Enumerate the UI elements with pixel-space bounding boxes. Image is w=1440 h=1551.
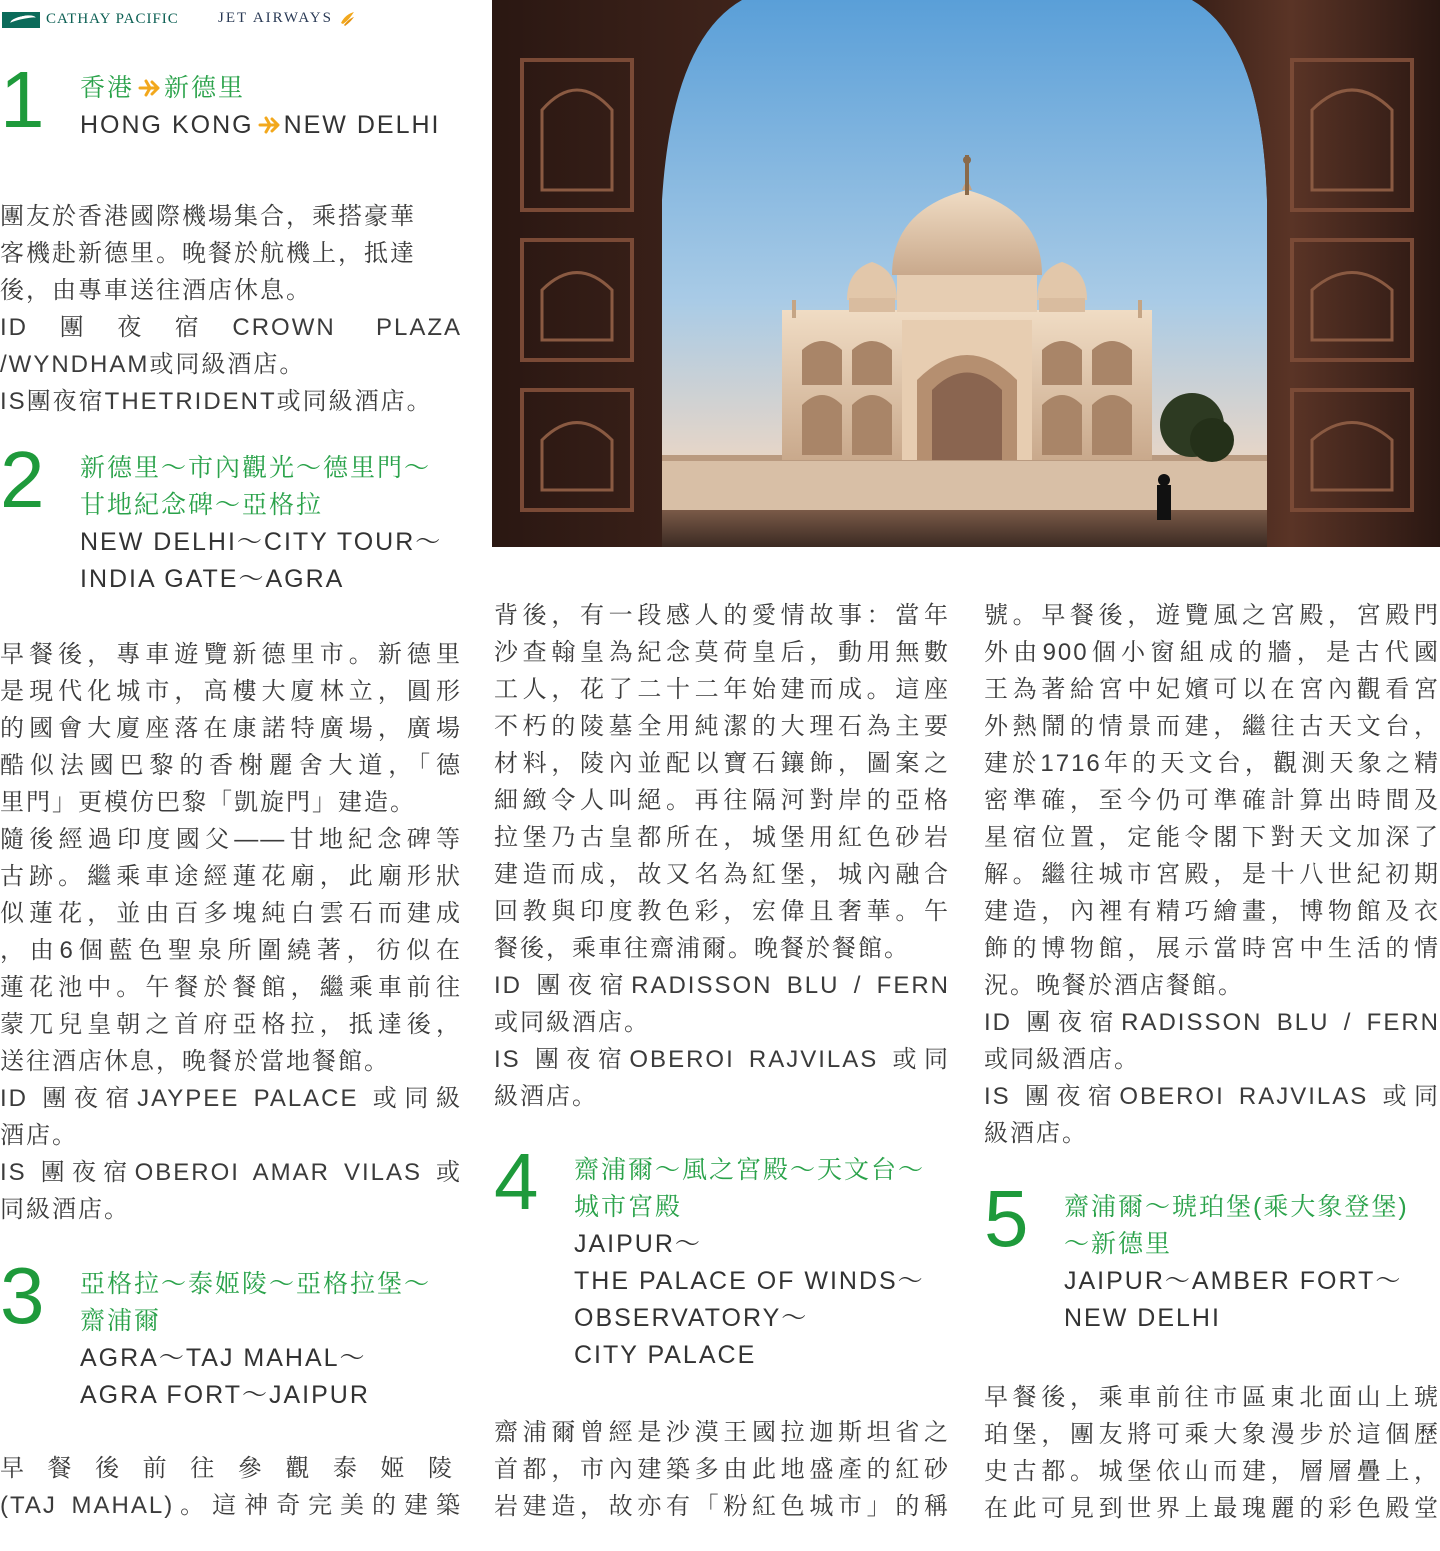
text-line: 或同級酒店。 <box>494 1009 650 1036</box>
text-line: 王為著給宮中妃嬪可以在宮內觀看宮 <box>984 676 1440 703</box>
jet-airways-name: JET AIRWAYS <box>218 10 333 26</box>
cathay-pacific-logo <box>2 11 179 28</box>
day-5-description <box>984 1379 1440 1527</box>
day-2-section <box>0 435 462 636</box>
day-heading <box>574 1152 950 1374</box>
day-title-zh: ～新德里 <box>1064 1230 1173 1258</box>
text-line: 不朽的陵墓全用純潔的大理石為主要 <box>494 713 950 740</box>
day-number: 2 <box>0 435 45 524</box>
day-3-section <box>0 1251 462 1450</box>
cathay-pacific-name: CATHAY PACIFIC <box>46 11 179 27</box>
text-line: IS 團夜宿OBEROI RAJVILAS 或同 <box>984 1083 1440 1110</box>
day-heading <box>80 450 462 598</box>
text-line: 隨後經過印度國父——甘地紀念碑等 <box>0 826 462 853</box>
taj-mahal-photo <box>492 0 1440 547</box>
day-title-en: AGRA～TAJ MAHAL～ <box>80 1344 367 1372</box>
day-4-section <box>494 1137 950 1414</box>
text-line: 建造，內裡有精巧繪畫，博物館及衣 <box>984 898 1440 925</box>
day-heading <box>80 1266 462 1414</box>
airline-logos <box>0 0 480 50</box>
column-1 <box>0 55 462 1524</box>
day-5-section <box>984 1174 1440 1379</box>
cathay-brushwing-icon <box>2 12 40 28</box>
text-line: 工人，花了二十二年始建而成。這座 <box>494 676 950 703</box>
day-title-zh: 亞格拉～泰姬陵～亞格拉堡～ <box>80 1270 432 1298</box>
text-line: ID 團夜宿JAYPEE PALACE 或同級 <box>0 1085 462 1112</box>
day-heading <box>1064 1189 1440 1337</box>
text-line: 早餐後，專車遊覽新德里市。新德里 <box>0 641 462 668</box>
text-line: 同級酒店。 <box>0 1196 130 1223</box>
text-line: 早餐後前往參觀泰姬陵 <box>0 1455 462 1482</box>
text-line: 似蓮花，並由百多塊純白雲石而建成 <box>0 900 462 927</box>
text-line: 古跡。繼乘車途經蓮花廟，此廟形狀 <box>0 863 462 890</box>
day-3-description-continued <box>494 597 950 1152</box>
text-line: IS 團夜宿OBEROI RAJVILAS 或同 <box>494 1046 950 1073</box>
text-line: 酷似法國巴黎的香榭麗舍大道，「德 <box>0 752 462 779</box>
text-line: 建造而成，故又名為紅堡，城內融合 <box>494 861 950 888</box>
text-line: 酒店。 <box>0 1122 78 1149</box>
day-2-description <box>0 636 462 1266</box>
column-3 <box>984 597 1440 1527</box>
text-line: 飾的博物館，展示當時宮中生活的情 <box>984 935 1440 962</box>
text-line: ID 團夜宿RADISSON BLU / FERN <box>984 1009 1440 1036</box>
day-title-zh <box>80 70 462 107</box>
day-heading <box>80 70 462 144</box>
text-line: 號。早餐後，遊覽風之宮殿，宮殿門 <box>984 602 1440 629</box>
day-title-zh: 甘地紀念碑～亞格拉 <box>80 491 324 519</box>
day-number: 3 <box>0 1251 45 1340</box>
taj-mahal-illustration <box>492 0 1440 547</box>
text-line: 細緻令人叫絕。再往隔河對岸的亞格 <box>494 787 950 814</box>
day-1-section <box>0 55 462 198</box>
day-title-en <box>80 107 462 144</box>
plane-arrow-icon <box>258 114 280 136</box>
text-line: 首都，市內建築多由此地盛產的紅砂 <box>494 1456 950 1483</box>
text-line: 是現代化城市，高樓大廈林立，圓形 <box>0 678 462 705</box>
text-line: 拉堡乃古皇都所在，城堡用紅色砂岩 <box>494 824 950 851</box>
text-line: 回教與印度教色彩，宏偉且奢華。午 <box>494 898 950 925</box>
text-line: 或同級酒店。 <box>984 1046 1140 1073</box>
text-line: 外由900個小窗組成的牆，是古代國 <box>984 639 1440 666</box>
day-4-description <box>494 1414 950 1525</box>
text-line: 岩建造，故亦有「粉紅色城市」的稱 <box>494 1493 950 1520</box>
day-number: 5 <box>984 1174 1029 1263</box>
text-line: ID團夜宿CROWN PLAZA <box>0 314 462 341</box>
day-title-zh: 齋浦爾 <box>80 1307 162 1335</box>
text-line: IS 團夜宿OBEROI AMAR VILAS 或 <box>0 1159 462 1186</box>
day-3-description <box>0 1450 462 1524</box>
day-title-zh: 城市宮殿 <box>574 1193 683 1221</box>
text-line: 團友於香港國際機場集合，乘搭豪華 <box>0 203 416 230</box>
day-title-en: NEW DELHI～CITY TOUR～ <box>80 528 443 556</box>
text-line: IS團夜宿THETRIDENT或同級酒店。 <box>0 388 433 415</box>
text-line: 況。晚餐於酒店餐館。 <box>984 972 1244 999</box>
day-title-en: INDIA GATE～AGRA <box>80 565 345 593</box>
jet-airways-bird-icon <box>339 11 355 27</box>
text-line: 解。繼往城市宮殿，是十八世紀初期 <box>984 861 1440 888</box>
text-line: 密準確，至今仍可準確計算出時間及 <box>984 787 1440 814</box>
day-title-en: CITY PALACE <box>574 1341 757 1369</box>
text-line: 材料，陵內並配以寶石鑲飾，圖案之 <box>494 750 950 777</box>
day-title-en: THE PALACE OF WINDS～ <box>574 1267 925 1295</box>
route-to-zh: 新德里 <box>164 74 246 102</box>
day-4-description-continued <box>984 597 1440 1189</box>
route-from-en: HONG KONG <box>80 111 254 139</box>
route-to-en: NEW DELHI <box>283 111 441 139</box>
day-number: 1 <box>0 55 45 144</box>
day-title-en: JAIPUR～AMBER FORT～ <box>1064 1267 1403 1295</box>
text-line: 齋浦爾曾經是沙漠王國拉迦斯坦省之 <box>494 1419 950 1446</box>
day-title-zh: 齋浦爾～琥珀堡(乘大象登堡) <box>1064 1193 1409 1221</box>
day-title-zh: 新德里～市內觀光～德里門～ <box>80 454 432 482</box>
text-line: 蒙兀兒皇朝之首府亞格拉，抵達後， <box>0 1011 462 1038</box>
text-line: 珀堡，團友將可乘大象漫步於這個歷 <box>984 1421 1440 1448</box>
text-line: 在此可見到世界上最瑰麗的彩色殿堂 <box>984 1495 1440 1522</box>
day-number: 4 <box>494 1137 539 1226</box>
day-title-en: JAIPUR～ <box>574 1230 702 1258</box>
text-line: 級酒店。 <box>494 1083 598 1110</box>
day-title-en: NEW DELHI <box>1064 1304 1221 1332</box>
text-line: ID 團夜宿RADISSON BLU / FERN <box>494 972 950 999</box>
day-1-description <box>0 198 462 450</box>
text-line: 蓮花池中。午餐於餐館，繼乘車前往 <box>0 974 462 1001</box>
text-line: 建於1716年的天文台，觀測天象之精 <box>984 750 1440 777</box>
text-line: 送往酒店休息，晚餐於當地餐館。 <box>0 1048 390 1075</box>
text-line: ，由6個藍色聖泉所圍繞著，彷似在 <box>0 937 462 964</box>
day-title-zh: 齋浦爾～風之宮殿～天文台～ <box>574 1156 926 1184</box>
text-line: 的國會大廈座落在康諾特廣場，廣場 <box>0 715 462 742</box>
route-from-zh: 香港 <box>80 74 135 102</box>
text-line: 早餐後，乘車前往市區東北面山上琥 <box>984 1384 1440 1411</box>
text-line: (TAJ MAHAL)。這神奇完美的建築 <box>0 1492 462 1519</box>
plane-arrow-icon <box>138 77 160 99</box>
day-title-en: OBSERVATORY～ <box>574 1304 809 1332</box>
text-line: 史古都。城堡依山而建，層層疊上， <box>984 1458 1440 1485</box>
text-line: 背後，有一段感人的愛情故事：當年 <box>494 602 950 629</box>
text-line: /WYNDHAM或同級酒店。 <box>0 351 306 378</box>
text-line: 里門」更模仿巴黎「凱旋門」建造。 <box>0 789 416 816</box>
column-2 <box>494 597 950 1525</box>
text-line: 級酒店。 <box>984 1120 1088 1147</box>
text-line: 星宿位置，定能令閣下對天文加深了 <box>984 824 1440 851</box>
text-line: 餐後，乘車往齋浦爾。晚餐於餐館。 <box>494 935 910 962</box>
text-line: 客機赴新德里。晚餐於航機上，抵達 <box>0 240 416 267</box>
text-line: 外熱鬧的情景而建，繼往古天文台， <box>984 713 1440 740</box>
jet-airways-logo <box>218 10 355 27</box>
text-line: 後，由專車送往酒店休息。 <box>0 277 312 304</box>
day-title-en: AGRA FORT～JAIPUR <box>80 1381 370 1409</box>
text-line: 沙查翰皇為紀念莫荷皇后，動用無數 <box>494 639 950 666</box>
